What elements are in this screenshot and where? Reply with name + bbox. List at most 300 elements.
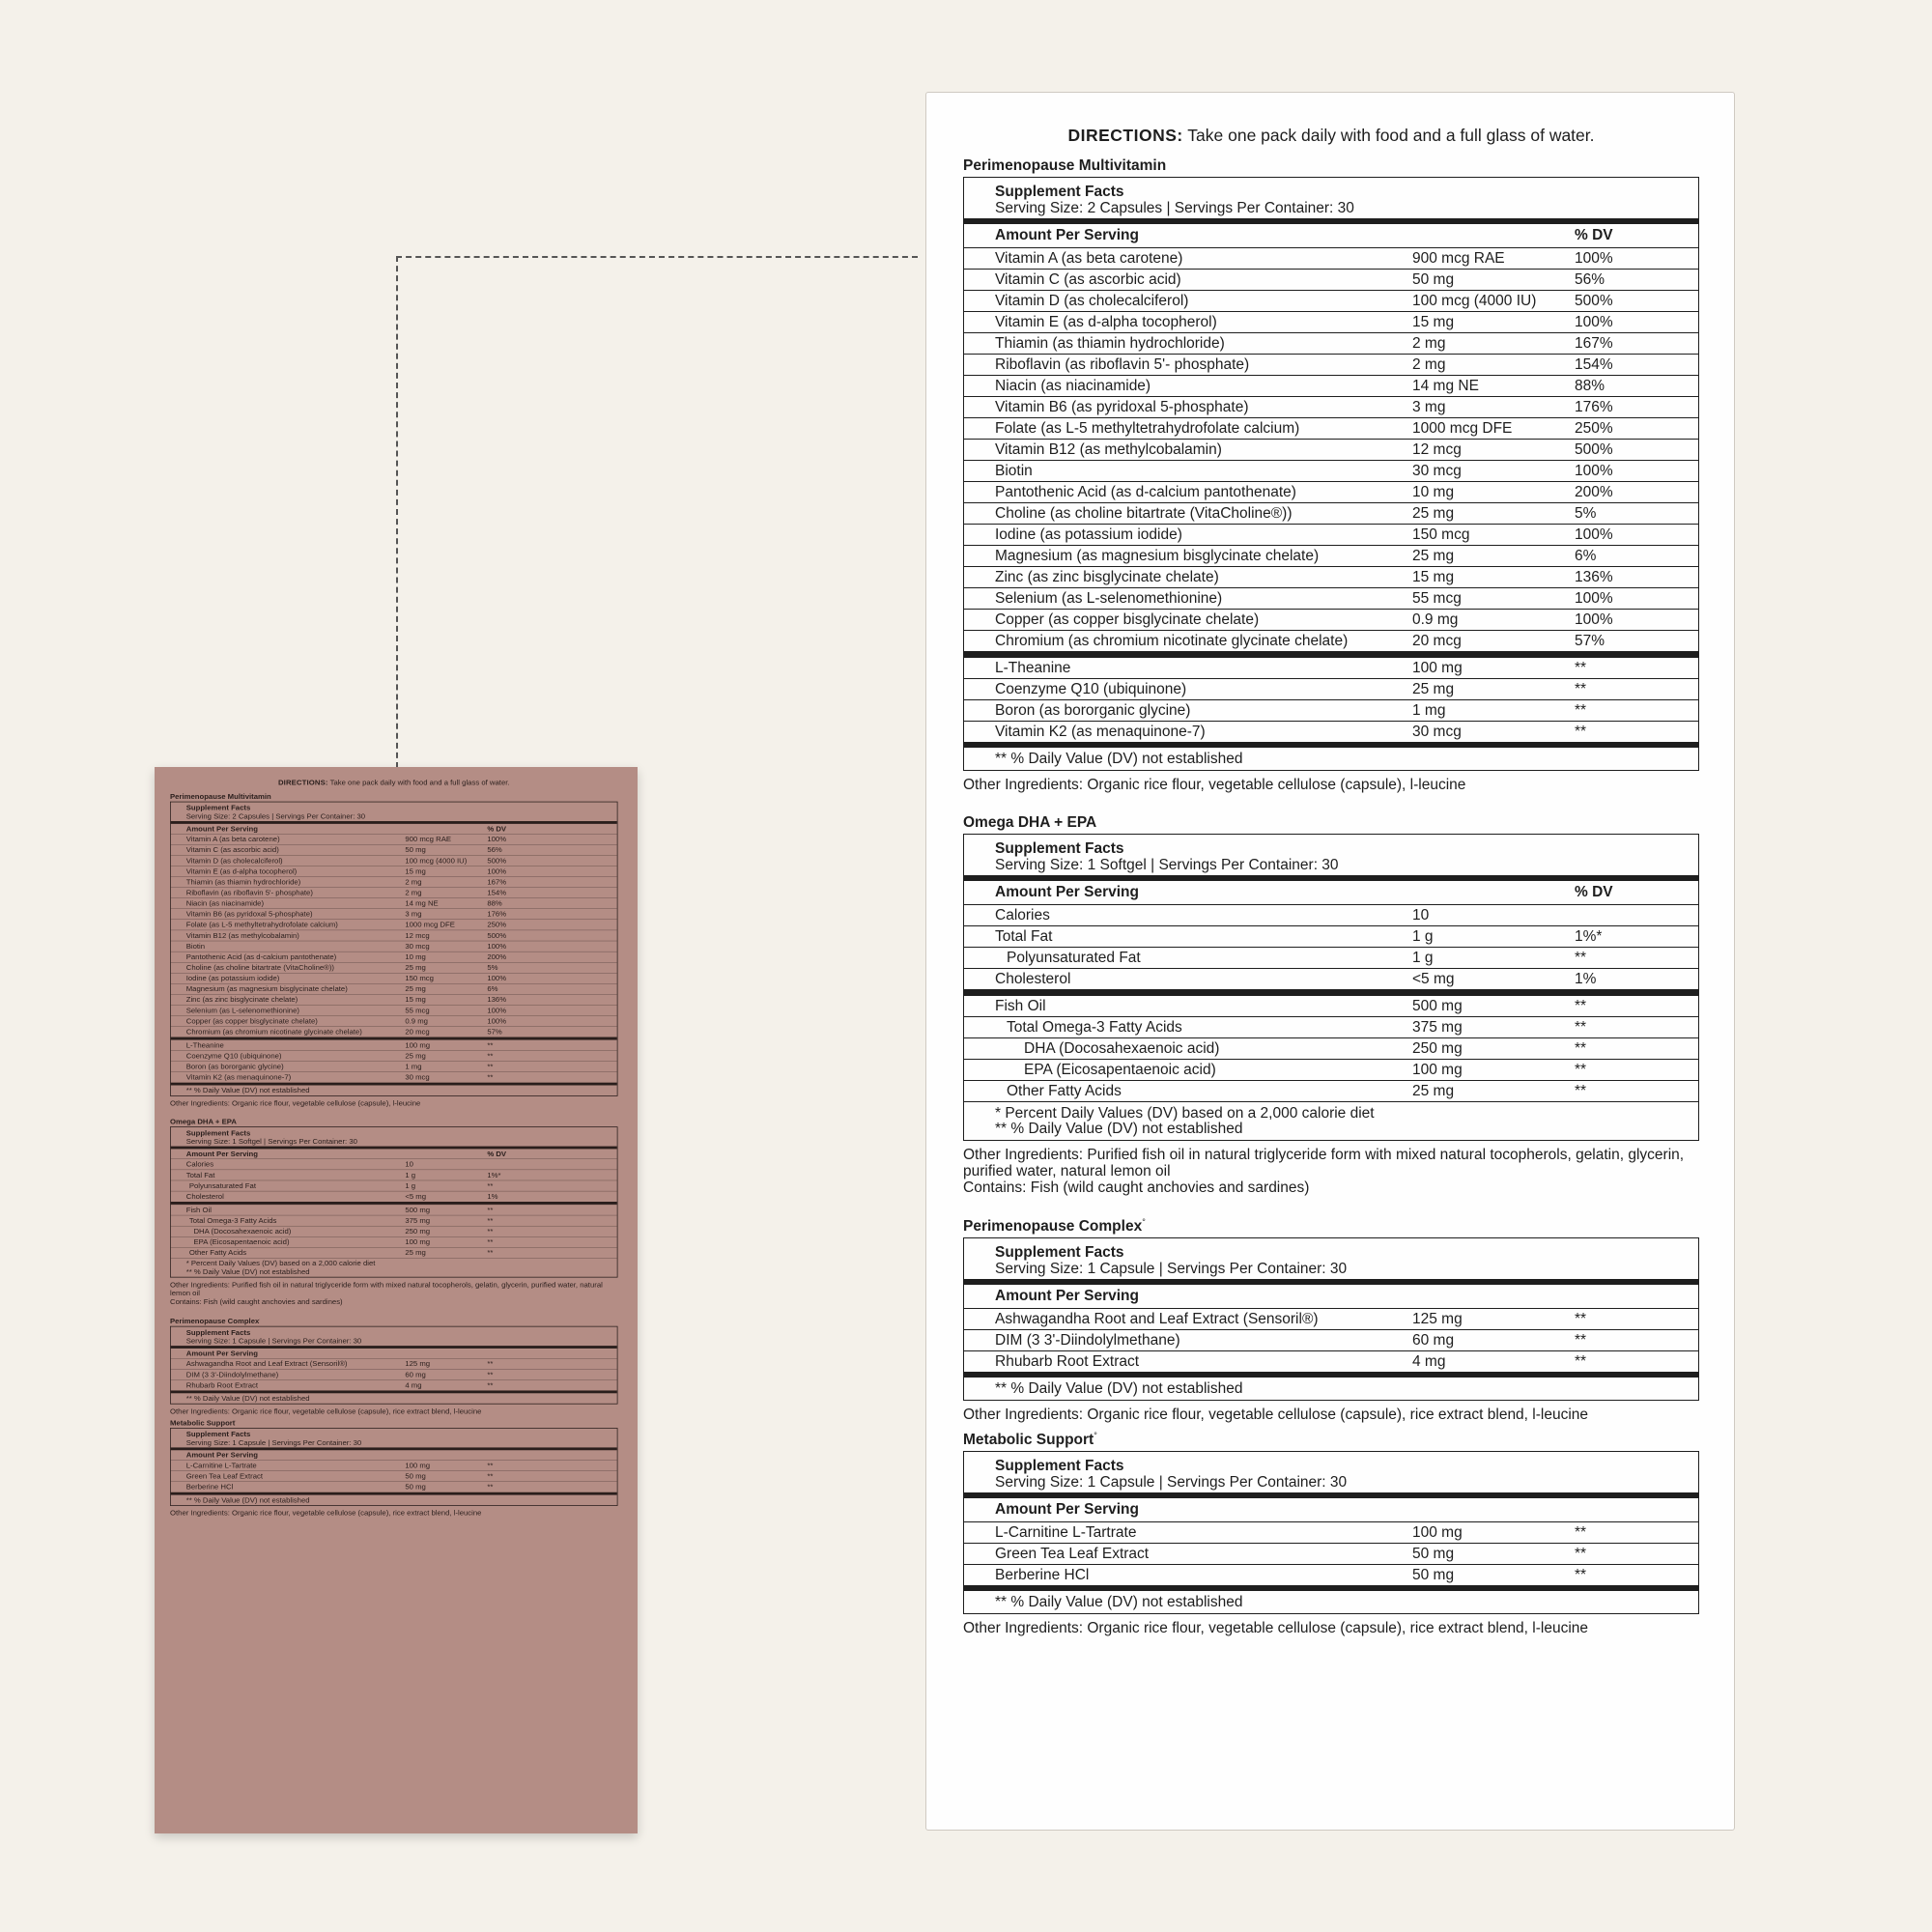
- multivitamin-title: Perimenopause Multivitamin: [963, 157, 1167, 174]
- table-row: [171, 1461, 617, 1471]
- column-header: [964, 1498, 1698, 1521]
- table-row: [171, 1358, 617, 1369]
- facts-header: [171, 1327, 617, 1347]
- directions-text: Take one pack daily with food and a full glass of water.: [329, 779, 510, 787]
- ingredient-name: Vitamin C (as ascorbic acid): [995, 271, 1181, 288]
- serving-info: Serving Size: 1 Softgel | Servings Per Container: 30: [995, 857, 1339, 873]
- ingredient-name: Total Fat: [185, 1171, 215, 1179]
- column-header: [964, 881, 1698, 904]
- ingredient-dv: **: [487, 1206, 494, 1214]
- ingredient-amount: 10 mg: [1412, 484, 1455, 500]
- table-row: [964, 481, 1698, 502]
- dv-header: % DV: [487, 1150, 507, 1158]
- facts-title: Supplement Facts: [995, 1458, 1124, 1475]
- ingredient-name: Ashwagandha Root and Leaf Extract (Sensoril®): [185, 1359, 348, 1369]
- ingredient-name: Berberine HCl: [995, 1567, 1090, 1584]
- ingredient-name: Riboflavin (as riboflavin 5'- phosphate): [995, 356, 1250, 373]
- ingredient-dv: **: [1575, 1546, 1587, 1563]
- table-row: [171, 1072, 617, 1083]
- ingredient-name: EPA (Eicosapentaenoic acid): [1024, 1062, 1216, 1078]
- table-row: [171, 1062, 617, 1072]
- footnotes: [171, 1258, 617, 1277]
- ingredient-name: Vitamin E (as d-alpha tocopherol): [185, 867, 298, 876]
- ingredient-name: Biotin: [185, 942, 206, 951]
- ingredient-name: DIM (3 3'-Diindolylmethane): [995, 1332, 1180, 1350]
- ingredient-dv: **: [487, 1359, 494, 1369]
- table-row: [171, 983, 617, 994]
- table-row: [964, 290, 1698, 311]
- table-row: [171, 930, 617, 941]
- multivitamin-other-ingredients: Other Ingredients: Organic rice flour, vegetable cellulose (capsule), l-leucine: [963, 777, 1466, 793]
- ingredient-dv: **: [1575, 681, 1587, 697]
- table-row: [964, 657, 1698, 678]
- ingredient-name: Total Omega-3 Fatty Acids: [1007, 1019, 1182, 1036]
- ingredient-dv: 250%: [1575, 420, 1613, 437]
- table-row: [964, 699, 1698, 721]
- ingredient-amount: 150 mcg: [1412, 526, 1470, 543]
- ingredient-dv: **: [1575, 1062, 1587, 1078]
- ingredient-name: DHA (Docosahexaenoic acid): [193, 1227, 292, 1236]
- ingredient-name: Pantothenic Acid (as d-calcium pantothenate): [995, 484, 1296, 500]
- footnote-percent: * Percent Daily Values (DV) based on a 2,000 calorie diet: [995, 1105, 1375, 1122]
- ingredient-dv: **: [1575, 1019, 1587, 1036]
- ingredient-amount: 12 mcg: [405, 931, 430, 940]
- ingredient-dv: 5%: [487, 963, 498, 972]
- ingredient-name: L-Carnitine L-Tartrate: [185, 1461, 257, 1470]
- table-row: [171, 1026, 617, 1037]
- amount-header: Amount Per Serving: [185, 1451, 258, 1460]
- ingredient-name: DHA (Docosahexaenoic acid): [1024, 1040, 1220, 1057]
- column-header: [964, 1285, 1698, 1308]
- footnote: ** % Daily Value (DV) not established: [995, 1380, 1243, 1398]
- ingredient-name: Riboflavin (as riboflavin 5'- phosphate): [185, 888, 313, 897]
- multivitamin-facts: [170, 802, 618, 1096]
- ingredient-amount: 0.9 mg: [405, 1016, 428, 1026]
- ingredient-name: Vitamin B12 (as methylcobalamin): [995, 441, 1222, 458]
- ingredient-name: Coenzyme Q10 (ubiquinone): [185, 1051, 282, 1061]
- ingredient-dv: **: [487, 1237, 494, 1246]
- complex-facts: [170, 1326, 618, 1405]
- ingredient-amount: 60 mg: [1412, 1332, 1455, 1350]
- table-row: [171, 1191, 617, 1202]
- metabolic-rows: [964, 1521, 1698, 1585]
- table-row: [964, 968, 1698, 989]
- complex-title-text: Perimenopause Complex: [963, 1218, 1143, 1236]
- ingredient-dv: **: [487, 1248, 494, 1257]
- multivitamin-rows: [964, 247, 1698, 651]
- ingredient-amount: 375 mg: [1412, 1019, 1463, 1036]
- ingredient-dv: 100%: [487, 867, 507, 876]
- dv-header: % DV: [1575, 884, 1613, 900]
- ingredient-dv: 100%: [1575, 463, 1613, 479]
- amount-header: Amount Per Serving: [995, 1501, 1139, 1519]
- ingredient-amount: 900 mcg RAE: [1412, 250, 1505, 267]
- table-row: [964, 247, 1698, 269]
- facts-title: Supplement Facts: [185, 1430, 251, 1438]
- ingredient-amount: 12 mcg: [1412, 441, 1462, 458]
- serving-info: Serving Size: 1 Softgel | Servings Per Container: 30: [185, 1137, 357, 1146]
- table-row: [171, 866, 617, 876]
- multivitamin-rows: [171, 834, 617, 1037]
- ingredient-amount: 10 mg: [405, 952, 426, 961]
- ingredient-name: Vitamin E (as d-alpha tocopherol): [995, 314, 1217, 330]
- ingredient-name: Niacin (as niacinamide): [995, 378, 1151, 394]
- table-row: [171, 1215, 617, 1226]
- ingredient-dv: **: [487, 1040, 494, 1050]
- table-row: [171, 1050, 617, 1061]
- ingredient-dv: 167%: [1575, 335, 1613, 352]
- ingredient-dv: 176%: [1575, 399, 1613, 415]
- table-row: [964, 1543, 1698, 1564]
- ingredient-amount: 1 g: [1412, 950, 1434, 966]
- table-row: [964, 721, 1698, 742]
- ingredient-amount: 30 mcg: [405, 1072, 430, 1082]
- ingredient-dv: 88%: [487, 898, 502, 908]
- ingredient-amount: 25 mg: [405, 963, 426, 972]
- table-row: [964, 566, 1698, 587]
- ingredient-amount: <5 mg: [1412, 971, 1455, 987]
- ingredient-name: Green Tea Leaf Extract: [185, 1471, 264, 1481]
- ingredient-dv: 100%: [487, 1006, 507, 1015]
- ingredient-name: Chromium (as chromium nicotinate glycinate chelate): [185, 1027, 362, 1037]
- ingredient-amount: 15 mg: [1412, 314, 1455, 330]
- table-row: [964, 1521, 1698, 1543]
- label-zoom-card: [925, 92, 1735, 1831]
- ingredient-amount: 25 mg: [405, 984, 426, 993]
- ingredient-amount: 50 mg: [1412, 1567, 1455, 1584]
- ingredient-dv: [487, 1160, 537, 1169]
- contains-text: Contains: Fish (wild caught anchovies and sardines): [170, 1297, 343, 1306]
- ingredient-dv: **: [1575, 998, 1587, 1014]
- omega-rows-2: [171, 1205, 617, 1258]
- table-row: [171, 1015, 617, 1026]
- ingredient-amount: 125 mg: [405, 1359, 431, 1369]
- ingredient-amount: 50 mg: [1412, 1546, 1455, 1563]
- ingredient-name: Green Tea Leaf Extract: [995, 1546, 1150, 1563]
- ingredient-name: Calories: [185, 1160, 214, 1169]
- multivitamin-other-ingredients: Other Ingredients: Organic rice flour, vegetable cellulose (capsule), l-leucine: [170, 1098, 421, 1108]
- ingredient-name: Copper (as copper bisglycinate chelate): [995, 611, 1260, 628]
- facts-header: [964, 835, 1698, 875]
- ingredient-amount: 1000 mcg DFE: [1412, 420, 1513, 437]
- multivitamin-title: Perimenopause Multivitamin: [170, 792, 271, 801]
- table-row: [964, 609, 1698, 630]
- directions: [170, 779, 618, 787]
- other-ingredients-text: Other Ingredients: Purified fish oil in natural triglyceride form with mixed natural tocopherols, gelatin, glycerin, purified water, natural lemon oil: [170, 1280, 603, 1297]
- ingredient-dv: 167%: [487, 877, 507, 887]
- table-row: [964, 311, 1698, 332]
- table-row: [171, 1170, 617, 1180]
- omega-rows-2: [964, 995, 1698, 1101]
- ingredient-amount: 125 mg: [1412, 1311, 1463, 1328]
- table-row: [171, 994, 617, 1005]
- ingredient-amount: 250 mg: [405, 1227, 431, 1236]
- facts-header: [964, 178, 1698, 218]
- ingredient-dv: 200%: [487, 952, 507, 961]
- complex-rows: [171, 1358, 617, 1390]
- ingredient-dv: 6%: [487, 984, 498, 993]
- table-row: [964, 460, 1698, 481]
- ingredient-name: Vitamin B6 (as pyridoxal 5-phosphate): [995, 399, 1249, 415]
- table-row: [171, 898, 617, 909]
- facts-header: [964, 1452, 1698, 1492]
- ingredient-amount: 25 mg: [405, 1051, 426, 1061]
- ingredient-name: Magnesium (as magnesium bisglycinate chelate): [185, 984, 348, 993]
- ingredient-name: L-Theanine: [995, 660, 1071, 676]
- ingredient-amount: 15 mg: [405, 995, 426, 1005]
- ingredient-amount: 55 mcg: [1412, 590, 1462, 607]
- metabolic-facts: [170, 1428, 618, 1506]
- ingredient-dv: **: [487, 1051, 494, 1061]
- table-row: [171, 1471, 617, 1482]
- ingredient-dv: **: [1575, 724, 1587, 740]
- table-row: [964, 630, 1698, 651]
- table-row: [171, 834, 617, 844]
- metabolic-title: [170, 1418, 618, 1428]
- ingredient-amount: 1000 mcg DFE: [405, 921, 455, 929]
- ingredient-dv: 1%: [1575, 971, 1597, 987]
- facts-header: [171, 1127, 617, 1147]
- ingredient-name: Calories: [995, 907, 1050, 923]
- complex-title-mark: °: [259, 1319, 261, 1321]
- table-row: [964, 1308, 1698, 1329]
- table-row: [964, 269, 1698, 290]
- dv-header: % DV: [1575, 227, 1613, 243]
- ingredient-amount: 100 mg: [1412, 1062, 1463, 1078]
- omega-title: Omega DHA + EPA: [963, 814, 1097, 831]
- ingredient-dv: 5%: [1575, 505, 1597, 522]
- ingredient-amount: 30 mcg: [1412, 463, 1462, 479]
- ingredient-amount: 50 mg: [1412, 271, 1455, 288]
- ingredient-amount: 100 mcg (4000 IU): [1412, 293, 1537, 309]
- metabolic-other-ingredients: Other Ingredients: Organic rice flour, vegetable cellulose (capsule), rice extract blend, l-leucine: [170, 1509, 482, 1518]
- amount-header: Amount Per Serving: [995, 884, 1139, 900]
- ingredient-amount: 60 mg: [405, 1370, 426, 1379]
- table-row: [964, 332, 1698, 354]
- ingredient-amount: 4 mg: [1412, 1353, 1446, 1371]
- ingredient-amount: 10: [1412, 907, 1430, 923]
- ingredient-amount: 25 mg: [1412, 1083, 1455, 1099]
- ingredient-amount: 10: [405, 1160, 413, 1169]
- ingredient-amount: 15 mg: [1412, 569, 1455, 585]
- ingredient-name: Magnesium (as magnesium bisglycinate chelate): [995, 548, 1320, 564]
- ingredient-name: Iodine (as potassium iodide): [185, 974, 280, 982]
- table-row: [171, 1482, 617, 1492]
- facts-header: [171, 1429, 617, 1448]
- table-row: [964, 1016, 1698, 1037]
- ingredient-amount: 50 mg: [405, 1482, 426, 1492]
- table-row: [964, 995, 1698, 1016]
- ingredient-amount: 50 mg: [405, 845, 426, 855]
- ingredient-name: Vitamin K2 (as menaquinone-7): [185, 1072, 292, 1082]
- table-row: [171, 920, 617, 930]
- column-header: [171, 1450, 617, 1460]
- ingredient-dv: **: [487, 1370, 494, 1379]
- ingredient-dv: 136%: [487, 995, 507, 1005]
- ingredient-amount: 15 mg: [405, 867, 426, 876]
- ingredient-amount: 25 mg: [405, 1248, 426, 1257]
- table-row: [171, 952, 617, 962]
- ingredient-amount: 100 mg: [405, 1237, 431, 1246]
- table-row: [964, 375, 1698, 396]
- ingredient-dv: 56%: [1575, 271, 1605, 288]
- table-row: [171, 1180, 617, 1191]
- ingredient-name: Iodine (as potassium iodide): [995, 526, 1182, 543]
- table-row: [964, 587, 1698, 609]
- complex-other-ingredients: Other Ingredients: Organic rice flour, vegetable cellulose (capsule), rice extract blend, l-leucine: [170, 1406, 482, 1416]
- ingredient-name: Total Fat: [995, 928, 1053, 945]
- ingredient-name: Other Fatty Acids: [1007, 1083, 1122, 1099]
- metabolic-facts: [963, 1451, 1699, 1614]
- serving-info: Serving Size: 1 Capsule | Servings Per Container: 30: [185, 1438, 362, 1447]
- ingredient-name: L-Carnitine L-Tartrate: [995, 1524, 1137, 1542]
- ingredient-name: Vitamin B6 (as pyridoxal 5-phosphate): [185, 909, 313, 919]
- ingredient-amount: 100 mg: [405, 1461, 431, 1470]
- table-row: [964, 396, 1698, 417]
- ingredient-name: Niacin (as niacinamide): [185, 898, 265, 908]
- ingredient-dv: **: [1575, 1311, 1587, 1328]
- ingredient-amount: <5 mg: [405, 1192, 427, 1201]
- connector-line-vertical: [396, 256, 398, 768]
- ingredient-dv: 250%: [487, 921, 507, 929]
- ingredient-name: Polyunsaturated Fat: [188, 1181, 256, 1190]
- ingredient-dv: **: [487, 1482, 494, 1492]
- footnote: ** % Daily Value (DV) not established: [185, 1495, 310, 1505]
- ingredient-amount: 25 mg: [1412, 548, 1455, 564]
- ingredient-amount: 20 mcg: [405, 1027, 430, 1037]
- ingredient-dv: **: [487, 1181, 494, 1190]
- ingredient-dv: 88%: [1575, 378, 1605, 394]
- serving-info: Serving Size: 2 Capsules | Servings Per Container: 30: [185, 811, 366, 821]
- ingredient-name: Berberine HCl: [185, 1482, 234, 1492]
- ingredient-name: Vitamin D (as cholecalciferol): [185, 856, 283, 866]
- table-row: [171, 1039, 617, 1050]
- ingredient-amount: 2 mg: [405, 888, 422, 897]
- facts-title: Supplement Facts: [995, 1244, 1124, 1262]
- ingredient-dv: 100%: [487, 835, 507, 843]
- ingredient-amount: 100 mg: [405, 1040, 431, 1050]
- facts-title: Supplement Facts: [995, 840, 1124, 857]
- omega-facts: [963, 834, 1699, 1141]
- table-row: [171, 855, 617, 866]
- ingredient-amount: 25 mg: [1412, 505, 1455, 522]
- omega-rows: [964, 904, 1698, 989]
- facts-header: [171, 802, 617, 821]
- facts-title: Supplement Facts: [995, 184, 1124, 200]
- ingredient-name: Vitamin A (as beta carotene): [185, 835, 280, 843]
- footnote: ** % Daily Value (DV) not established: [995, 1594, 1243, 1611]
- ingredient-name: Folate (as L-5 methyltetrahydrofolate calcium): [995, 420, 1300, 437]
- ingredient-dv: 500%: [487, 931, 507, 940]
- footnote-dv: ** % Daily Value (DV) not established: [995, 1121, 1243, 1137]
- ingredient-dv: 100%: [1575, 250, 1613, 267]
- table-row: [171, 844, 617, 855]
- directions-label: DIRECTIONS:: [277, 779, 328, 787]
- ingredient-name: Cholesterol: [995, 971, 1071, 987]
- ingredient-name: Folate (as L-5 methyltetrahydrofolate calcium): [185, 921, 338, 929]
- table-row: [171, 962, 617, 973]
- complex-title: [170, 1316, 618, 1325]
- ingredient-amount: 55 mcg: [405, 1006, 430, 1015]
- ingredient-name: Selenium (as L-selenomethionine): [995, 590, 1223, 607]
- omega-title: Omega DHA + EPA: [170, 1117, 237, 1126]
- column-header: [171, 824, 617, 834]
- ingredient-name: Vitamin C (as ascorbic acid): [185, 845, 279, 855]
- table-row: [964, 1350, 1698, 1372]
- amount-header: Amount Per Serving: [995, 227, 1139, 243]
- ingredient-dv: 500%: [1575, 441, 1613, 458]
- ingredient-name: Total Omega-3 Fatty Acids: [188, 1216, 277, 1225]
- ingredient-amount: 1 mg: [405, 1062, 422, 1071]
- metabolic-other-ingredients: Other Ingredients: Organic rice flour, vegetable cellulose (capsule), rice extract blend, l-leucine: [963, 1620, 1589, 1637]
- table-row: [964, 678, 1698, 699]
- metabolic-title-text: Metabolic Support: [170, 1418, 236, 1428]
- omega-other-ingredients: [170, 1281, 618, 1306]
- table-row: [964, 1080, 1698, 1101]
- multivitamin-rows-2: [171, 1039, 617, 1082]
- ingredient-name: Rhubarb Root Extract: [185, 1380, 259, 1390]
- ingredient-name: Vitamin D (as cholecalciferol): [995, 293, 1189, 309]
- ingredient-dv: **: [487, 1227, 494, 1236]
- complex-title: [963, 1217, 1699, 1236]
- ingredient-amount: 900 mcg RAE: [405, 835, 451, 843]
- ingredient-dv: 500%: [1575, 293, 1613, 309]
- column-header: [171, 1349, 617, 1358]
- ingredient-dv: **: [487, 1062, 494, 1071]
- dv-header: % DV: [487, 824, 507, 834]
- ingredient-amount: 50 mg: [405, 1471, 426, 1481]
- ingredient-name: Selenium (as L-selenomethionine): [185, 1006, 299, 1015]
- ingredient-amount: 150 mcg: [405, 974, 434, 982]
- ingredient-name: Zinc (as zinc bisglycinate chelate): [185, 995, 298, 1005]
- omega-other-ingredients: [963, 1147, 1699, 1196]
- ingredient-name: Polyunsaturated Fat: [1007, 950, 1141, 966]
- ingredient-amount: 2 mg: [1412, 356, 1446, 373]
- amount-header: Amount Per Serving: [185, 1349, 258, 1358]
- facts-title: Supplement Facts: [185, 1328, 251, 1337]
- ingredient-amount: 500 mg: [405, 1206, 431, 1214]
- ingredient-amount: 30 mcg: [1412, 724, 1462, 740]
- footnote-dv: ** % Daily Value (DV) not established: [185, 1267, 310, 1276]
- ingredient-dv: **: [1575, 702, 1587, 719]
- ingredient-dv: 154%: [1575, 356, 1613, 373]
- ingredient-dv: 57%: [487, 1027, 502, 1037]
- ingredient-dv: 1%*: [487, 1171, 501, 1179]
- ingredient-amount: 25 mg: [1412, 681, 1455, 697]
- ingredient-amount: 1 g: [405, 1171, 416, 1179]
- ingredient-dv: 136%: [1575, 569, 1613, 585]
- table-row: [171, 1236, 617, 1247]
- serving-info: Serving Size: 1 Capsule | Servings Per Container: 30: [995, 1261, 1348, 1278]
- ingredient-name: Fish Oil: [995, 998, 1046, 1014]
- omega-rows: [171, 1159, 617, 1202]
- amount-header: Amount Per Serving: [185, 824, 258, 834]
- ingredient-amount: 100 mcg (4000 IU): [405, 856, 468, 866]
- product-label-miniature: [170, 779, 618, 1518]
- complex-title-mark: °: [1142, 1217, 1146, 1227]
- amount-header: Amount Per Serving: [995, 1288, 1139, 1305]
- other-ingredients-text: Other Ingredients: Purified fish oil in natural triglyceride form with mixed natural tocopherols, gelatin, glycerin, purified water, natural lemon oil: [963, 1147, 1685, 1179]
- ingredient-name: EPA (Eicosapentaenoic acid): [193, 1237, 290, 1246]
- ingredient-name: Copper (as copper bisglycinate chelate): [185, 1016, 318, 1026]
- ingredient-amount: 4 mg: [405, 1380, 422, 1390]
- ingredient-dv: **: [1575, 1040, 1587, 1057]
- ingredient-dv: 100%: [1575, 611, 1613, 628]
- ingredient-dv: 100%: [487, 974, 507, 982]
- ingredient-amount: 500 mg: [1412, 998, 1463, 1014]
- ingredient-dv: **: [487, 1380, 494, 1390]
- amount-header: Amount Per Serving: [185, 1150, 258, 1158]
